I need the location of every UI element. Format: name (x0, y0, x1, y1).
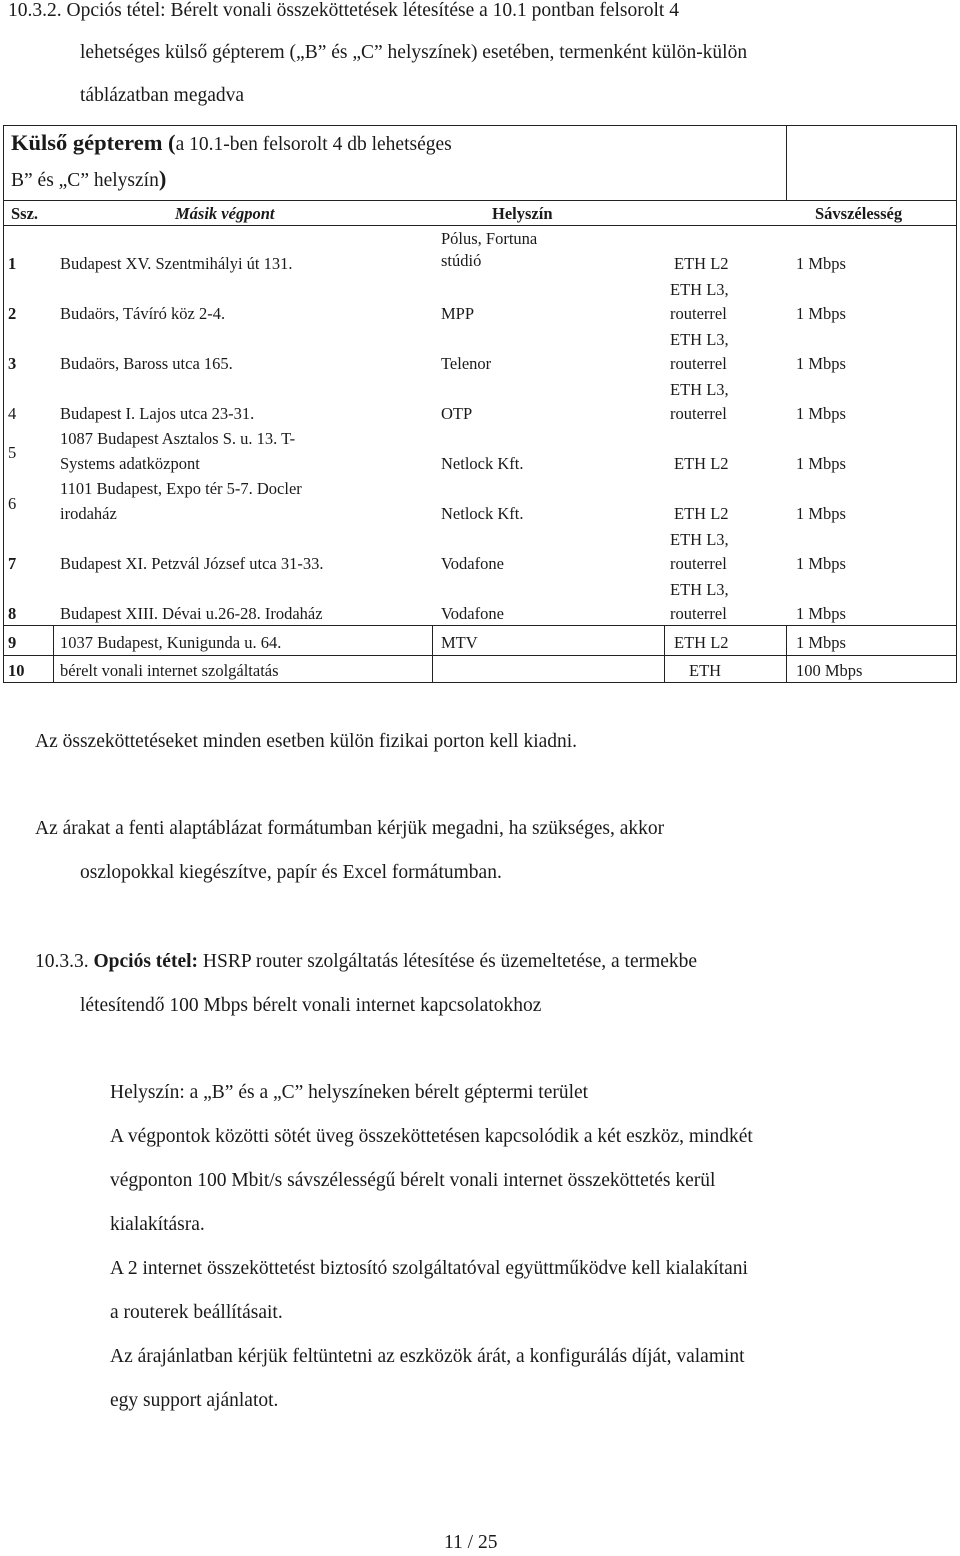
body-line: végponton 100 Mbit/s sávszélességű bérelt vonali internet összeköttetés kerül (110, 1170, 716, 1191)
paragraph-prices-line2: oszlopokkal kiegészítve, papír és Excel formátumban. (80, 862, 502, 883)
table-title-line2: B” és „C” helyszín) (11, 166, 167, 191)
body-line: Az árajánlatban kérjük feltüntetni az eszközök árát, a konfigurálás díját, valamint (110, 1346, 745, 1367)
section-heading-line1: 10.3.2. Opciós tétel: Bérelt vonali összeköttetések létesítése a 10.1 pontban felsorolt 4 (8, 0, 679, 21)
table-title: Külső gépterem (a 10.1-ben felsorolt 4 db lehetséges (11, 130, 452, 155)
header-ssz: Ssz. (11, 204, 39, 223)
body-line: A végpontok közötti sötét üveg összeköttetésen kapcsolódik a két eszköz, mindkét (110, 1126, 753, 1147)
paragraph-ports: Az összeköttetéseket minden esetben külön fizikai porton kell kiadni. (35, 731, 578, 752)
paragraph-prices-line1: Az árakat a fenti alaptáblázat formátumban kérjük megadni, ha szükséges, akkor (35, 818, 665, 839)
header-helyszin: Helyszín (492, 204, 553, 223)
body-line: a routerek beállításait. (110, 1302, 283, 1323)
section-heading-line2: lehetséges külső gépterem („B” és „C” helyszínek) esetében, termenként külön-külön (80, 42, 748, 63)
header-savszelesseg: Sávszélesség (815, 204, 903, 223)
body-line: A 2 internet összeköttetést biztosító szolgáltatóval együttműködve kell kialakítani (110, 1258, 748, 1279)
body-line: kialakításra. (110, 1214, 205, 1235)
section-heading-10-3-3-line2: létesítendő 100 Mbps bérelt vonali internet kapcsolatokhoz (80, 995, 542, 1016)
body-line: egy support ajánlatot. (110, 1390, 279, 1411)
section-heading-10-3-3: 10.3.3. Opciós tétel: HSRP router szolgáltatás létesítése és üzemeltetése, a termekbe (35, 951, 698, 972)
page-number: 11 / 25 (444, 1532, 498, 1553)
section-heading-line3: táblázatban megadva (80, 85, 245, 106)
body-line: Helyszín: a „B” és a „C” helyszíneken bérelt géptermi terület (110, 1082, 589, 1103)
header-masik-vegpont: Másik végpont (175, 204, 275, 223)
